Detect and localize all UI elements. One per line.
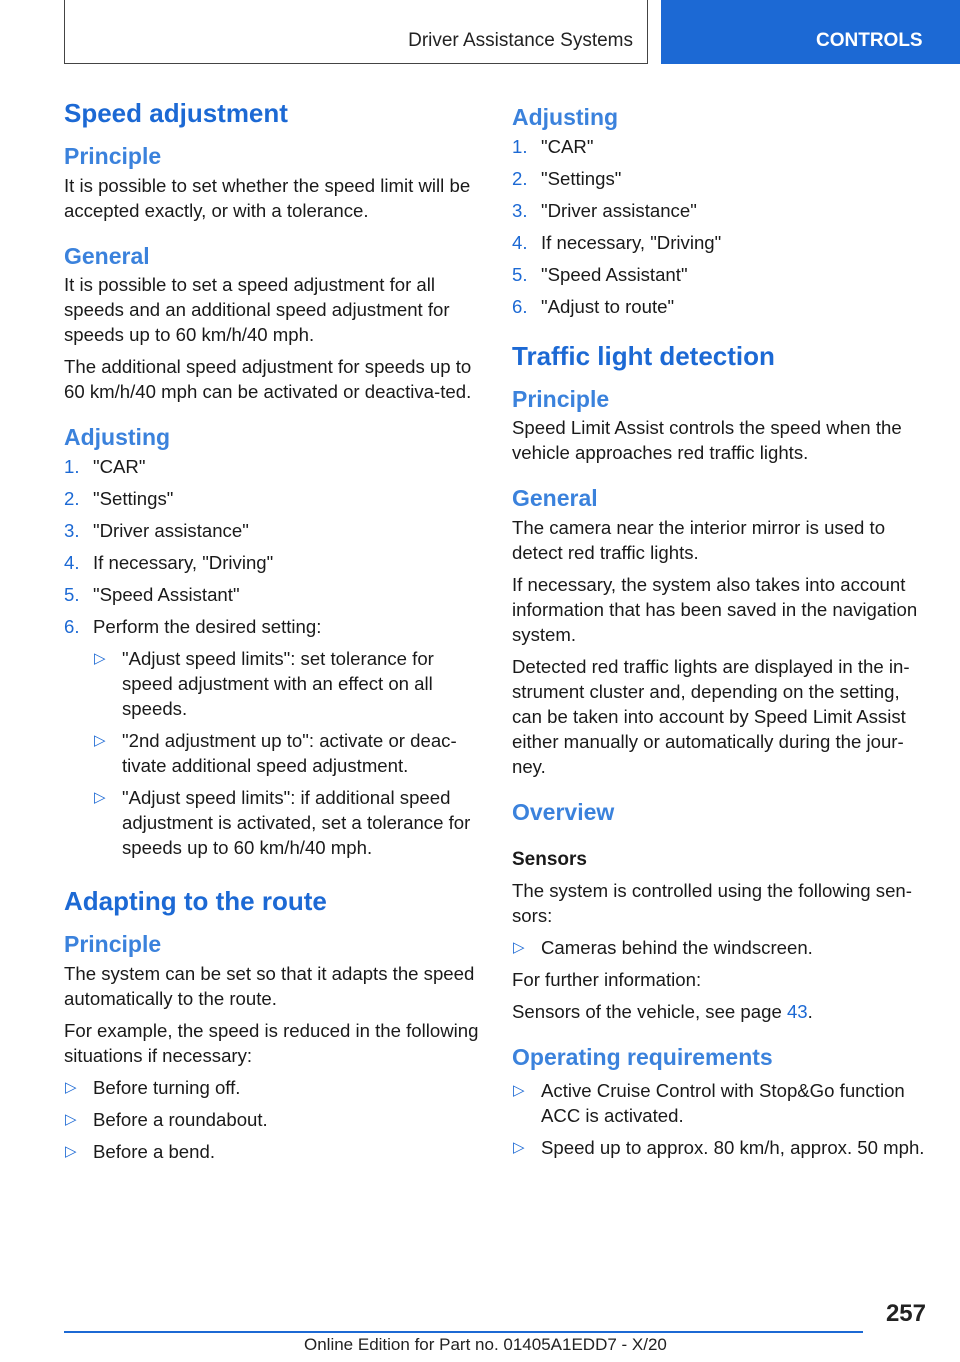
list-item: 2. "Settings"	[512, 167, 622, 189]
page-number: 257	[885, 1300, 926, 1327]
list-item: 5. "Speed Assistant"	[512, 263, 688, 285]
text-sensors: The system is controlled using the following sen‐sors:	[512, 880, 912, 927]
heading-principle: Principle	[64, 143, 162, 170]
list-item: ▷ Before a bend.	[65, 1140, 215, 1162]
list-item: 5. "Speed Assistant"	[64, 583, 240, 605]
heading-operating-requirements: Operating requirements	[512, 1044, 773, 1071]
list-item: ▷ "Adjust speed limits": if additional speed adjustment is activated, set a tolerance for speeds up to 60 km/h/40 mph.	[94, 786, 471, 858]
page-reference-link[interactable]: 43	[786, 1001, 808, 1023]
triangle-bullet-icon: ▷	[513, 939, 525, 957]
heading-traffic-light: Traffic light detection	[512, 340, 775, 371]
text-route-2: For example, the speed is reduced in the following situations if necessary:	[64, 1019, 479, 1066]
header-section-box	[64, 0, 648, 64]
heading-general-traffic: General	[512, 485, 598, 512]
list-item: ▷ Active Cruise Control with Stop&Go function ACC is activated.	[513, 1079, 905, 1126]
list-item: 6. "Adjust to route"	[512, 295, 675, 317]
setting-options-list	[93, 646, 482, 860]
heading-overview: Overview	[512, 798, 615, 825]
footer-edition: Online Edition for Part no. 01405A1EDD7 - X/20	[304, 1335, 667, 1354]
triangle-bullet-icon: ▷	[94, 731, 106, 749]
list-item: 3. "Driver assistance"	[512, 199, 697, 221]
heading-principle-traffic: Principle	[512, 385, 610, 412]
heading-principle-route: Principle	[64, 931, 162, 958]
heading-adapting-route: Adapting to the route	[64, 885, 327, 916]
text-general-1: It is possible to set a speed adjustment for all speeds and an additional speed adjustment for speeds up to 60 km/h/40 mph.	[64, 274, 450, 346]
footer-divider	[64, 1331, 863, 1333]
text-traffic-general-1: The camera near the interior mirror is used to detect red traffic lights.	[512, 516, 886, 563]
heading-adjusting-route: Adjusting	[512, 104, 619, 130]
triangle-bullet-icon: ▷	[513, 1081, 525, 1099]
adjust-steps-list	[64, 454, 482, 860]
text-principle: It is possible to set whether the speed limit will be accepted exactly, or with a tolerance.	[64, 174, 471, 221]
list-item: 6. Perform the desired setting: ▷ "Adjust speed limits": set tolerance for speed adjustment with an effect on all speeds. ▷ "2nd adjustment up to": activate or deac‐tivate additional speed adjustment. ▷ "Adjust speed limits": if additional speed adjustment is activated, set a tolerance for speeds up to 60 km/h/40 mph.	[64, 614, 482, 860]
list-item: 4. If necessary, "Driving"	[64, 551, 274, 573]
sensors-list	[512, 935, 928, 960]
route-situations-list	[64, 1075, 482, 1164]
header-tab-controls[interactable]	[661, 0, 960, 64]
list-item: 1. "CAR"	[512, 135, 594, 157]
triangle-bullet-icon: ▷	[94, 649, 106, 667]
left-column	[64, 98, 482, 1171]
text-sensors-reference: Sensors of the vehicle, see page 43.	[512, 1001, 813, 1023]
list-item: 4. If necessary, "Driving"	[512, 231, 722, 253]
heading-general: General	[64, 242, 150, 269]
text-further-info: For further information:	[512, 969, 702, 991]
text-route-1: The system can be set so that it adapts the speed automatically to the route.	[64, 962, 475, 1009]
list-item: 1. "CAR"	[64, 455, 146, 477]
triangle-bullet-icon: ▷	[65, 1142, 77, 1160]
heading-sensors: Sensors	[512, 848, 587, 870]
triangle-bullet-icon: ▷	[94, 788, 106, 806]
list-item: 2. "Settings"	[64, 487, 174, 509]
route-steps-list	[512, 134, 928, 319]
list-item: ▷ Cameras behind the windscreen.	[513, 937, 813, 959]
list-item: ▷ Speed up to approx. 80 km/h, approx. 50 mph.	[513, 1136, 925, 1158]
list-item: ▷ "Adjust speed limits": set tolerance for speed adjustment with an effect on all speeds.	[94, 647, 434, 719]
right-column	[512, 98, 928, 1167]
text-traffic-general-3: Detected red traffic lights are displayed in the in‐strument cluster and, depending on the setting, can be taken into account by Speed Limit Assist either manually or automatically during the jour‐ney.	[512, 655, 910, 777]
list-item: ▷ Before turning off.	[65, 1076, 241, 1098]
text-general-2: The additional speed adjustment for speeds up to 60 km/h/40 mph can be activated or deactiva‐ted.	[64, 356, 472, 403]
text-traffic-principle: Speed Limit Assist controls the speed when the vehicle approaches red traffic lights.	[512, 417, 902, 464]
list-item: ▷ Before a roundabout.	[65, 1108, 268, 1130]
heading-speed-adjustment: Speed adjustment	[64, 98, 288, 128]
triangle-bullet-icon: ▷	[65, 1078, 77, 1096]
list-item: 3. "Driver assistance"	[64, 519, 249, 541]
header-tab-label: CONTROLS	[816, 30, 923, 51]
triangle-bullet-icon: ▷	[513, 1138, 525, 1156]
list-item: ▷ "2nd adjustment up to": activate or deac‐tivate additional speed adjustment.	[94, 729, 457, 776]
operating-requirements-list	[512, 1078, 928, 1160]
text-traffic-general-2: If necessary, the system also takes into account information that has been saved in the navigation system.	[512, 573, 918, 645]
heading-adjusting: Adjusting	[64, 424, 171, 451]
triangle-bullet-icon: ▷	[65, 1110, 77, 1128]
header-section-title: Driver Assistance Systems	[408, 30, 633, 51]
